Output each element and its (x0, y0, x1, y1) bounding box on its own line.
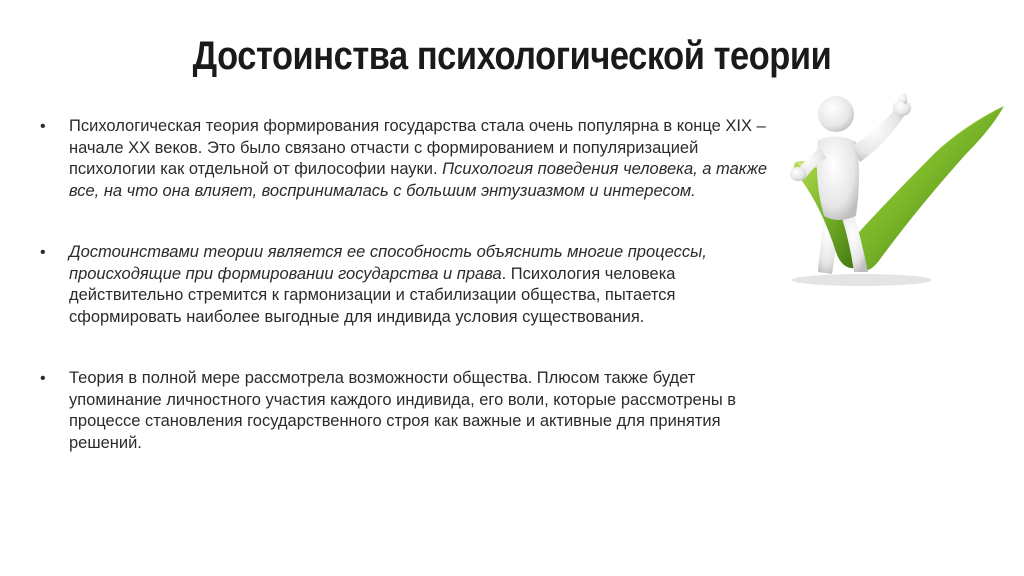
bullet-item-1 (40, 116, 770, 202)
slide-title: Достоинства психологической теории (192, 34, 832, 78)
bullet-text-normal: . Психология человека действительно стремится к гармонизации и стабилизации общества, пытается сформировать наиболее выгодные для индивида условия существования. (69, 264, 676, 326)
person-with-checkmark-icon (766, 92, 1010, 288)
bullet-text-normal: Теория в полной мере рассмотрела возможности общества. Плюсом также будет упоминание личностного участия каждого индивида, его воли, которые рассмотрены в процессе становления государственного строя как важные и активные для принятия решений. (69, 369, 737, 452)
checkmark-figure-svg (766, 92, 1010, 288)
bullet-item-3 (40, 368, 770, 454)
bullet-list (40, 116, 770, 454)
bullet-marker: • (40, 118, 46, 135)
bullet-text-normal: Психологическая теория формирования государства стала очень популярна в конце XIX – начале XX веков. Это было связано отчасти с формированием и популяризацией психологии как отдельной от философии науки. (69, 117, 766, 178)
bullet-marker: • (40, 244, 46, 261)
bullet-text-italic: Достоинствами теории является ее способность объяснить многие процессы, происходящие при формировании государства и права (69, 243, 707, 283)
bullet-marker: • (40, 370, 46, 387)
bullet-item-2 (40, 242, 770, 328)
bullet-text-italic: Психология поведения человека, а также все, на что она влияет, воспринималась с большим энтузиазмом и интересом. (69, 160, 768, 200)
